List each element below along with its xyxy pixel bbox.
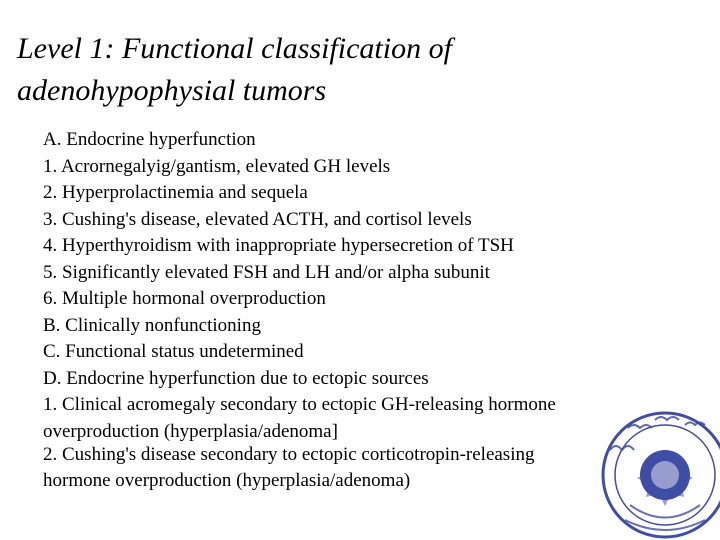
list-item: C. Functional status undetermined (43, 341, 304, 362)
list-item: 2. Cushing's disease secondary to ectopic corticotropin-releasing (43, 443, 535, 465)
classification-list (43, 127, 643, 491)
list-item: 6. Multiple hormonal overproduction (43, 288, 326, 309)
list-item: 5. Significantly elevated FSH and LH and/or alpha subunit (43, 261, 490, 283)
list-item-continuation: overproduction (hyperplasia/adenoma] (43, 420, 338, 442)
list-item-continuation: hormone overproduction (hyperplasia/adenoma) (43, 470, 411, 491)
title-line-1: Level 1: Functional classification of (17, 32, 452, 65)
title-line-2: adenohypophysial tumors (17, 74, 327, 107)
list-item: D. Endocrine hyperfunction due to ectopic sources (43, 367, 429, 389)
list-item: B. Clinically nonfunctioning (43, 314, 261, 336)
list-item: 1. Acrornegalyig/gantism, elevated GH levels (43, 155, 391, 177)
list-item: 2. Hyperprolactinemia and sequela (43, 182, 308, 203)
list-item: 1. Clinical acromegaly secondary to ectopic GH-releasing hormone (43, 394, 556, 415)
list-item: 3. Cushing's disease, elevated ACTH, and cortisol levels (43, 208, 472, 230)
list-item: A. Endocrine hyperfunction (43, 129, 256, 150)
slide-title (17, 28, 707, 112)
list-item: 4. Hyperthyroidism with inappropriate hypersecretion of TSH (43, 235, 514, 256)
